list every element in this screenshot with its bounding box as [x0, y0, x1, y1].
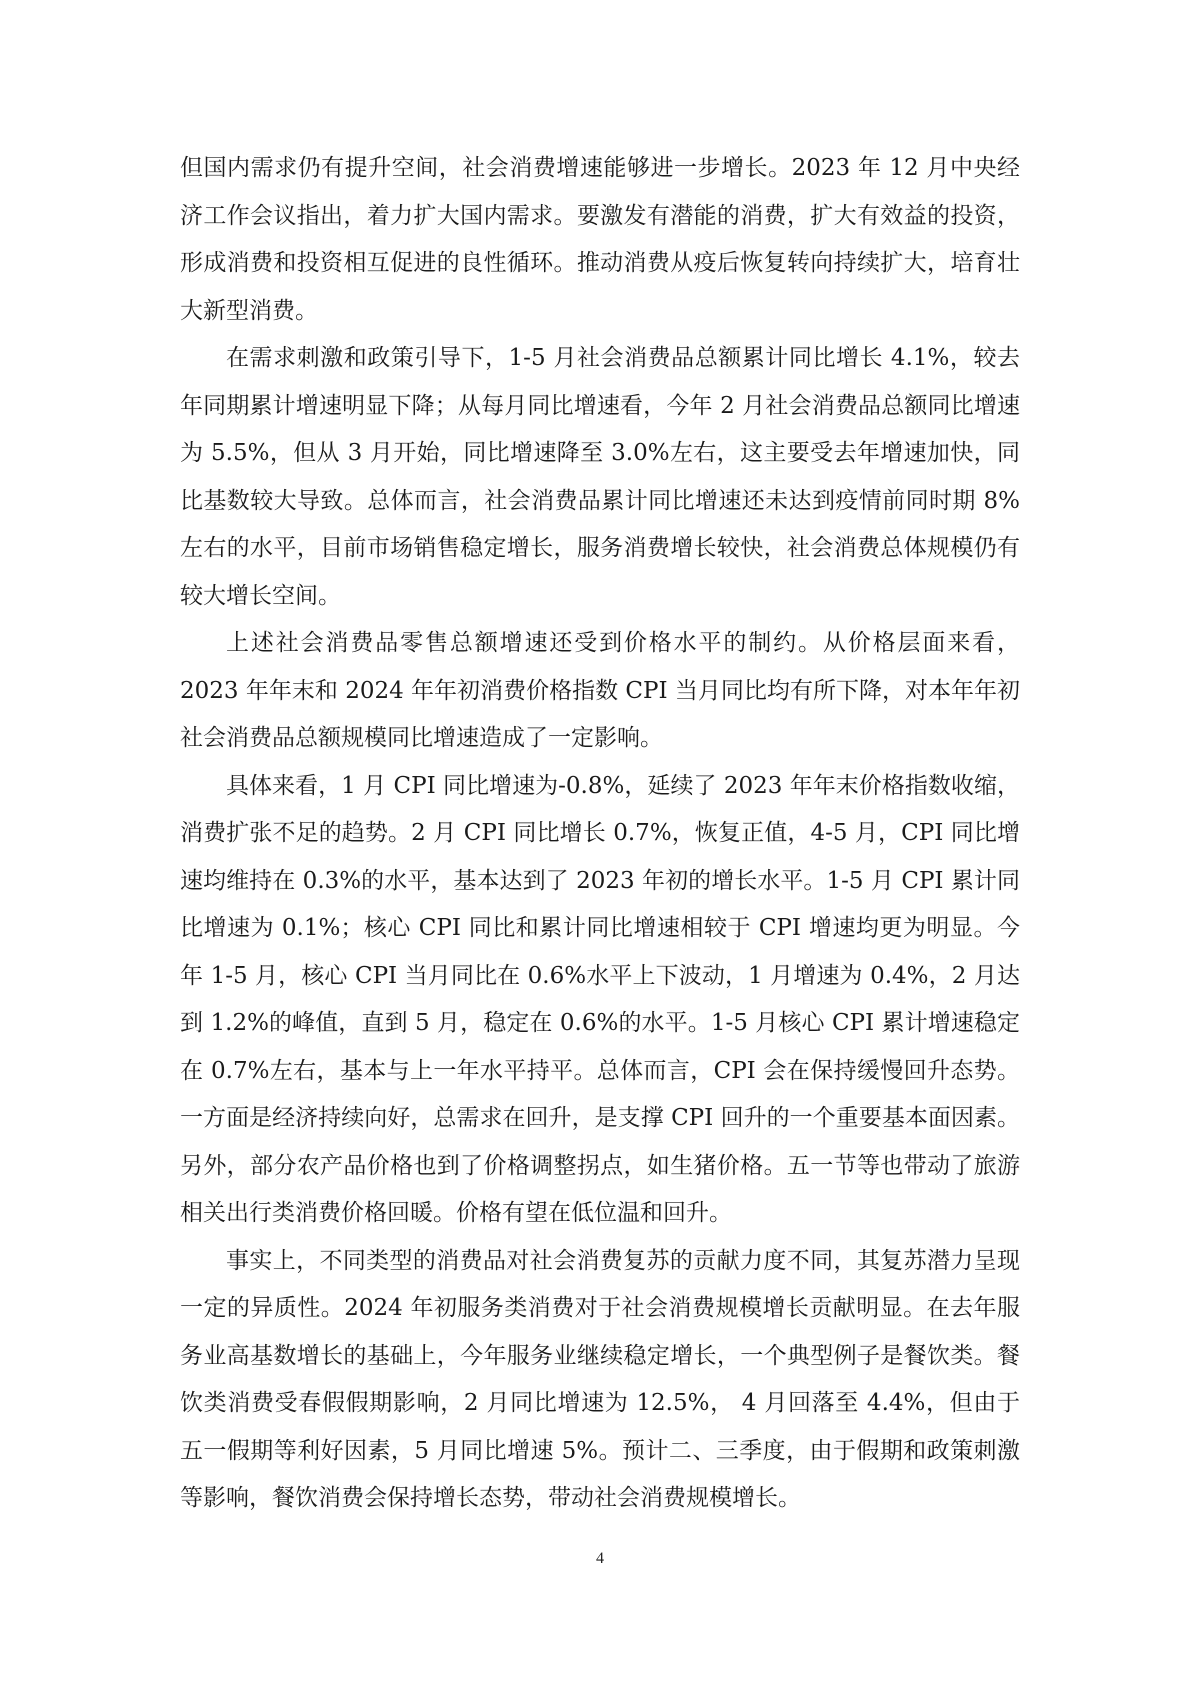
paragraph-2: 在需求刺激和政策引导下，1-5 月社会消费品总额累计同比增长 4.1%，较去年同期累计增速明显下降；从每月同比增速看，今年 2 月社会消费品总额同比增速为 5.5%，但从 3 月开始，同比增速降至 3.0%左右，这主要受去年增速加快，同比基数较大导致。总体而言，社会消费品累计同比增速还未达到疫情前同时期 8%左右的水平，目前市场销售稳定增长，服务消费增长较快，社会消费总体规模仍有较大增长空间。: [180, 345, 1020, 609]
paragraph-1: 但国内需求仍有提升空间，社会消费增速能够进一步增长。2023 年 12 月中央经济工作会议指出，着力扩大国内需求。要激发有潜能的消费，扩大有效益的投资，形成消费和投资相互促进的良性循环。推动消费从疫后恢复转向持续扩大，培育壮大新型消费。: [180, 155, 1020, 324]
paragraph-3: 上述社会消费品零售总额增速还受到价格水平的制约。从价格层面来看，2023 年年末和 2024 年年初消费价格指数 CPI 当月同比均有所下降，对本年年初社会消费品总额规模同比增速造成了一定影响。: [180, 630, 1020, 751]
page-number: 4: [596, 1550, 604, 1567]
document-body: [180, 145, 1020, 1523]
paragraph-4: 具体来看，1 月 CPI 同比增速为-0.8%，延续了 2023 年年末价格指数收缩，消费扩张不足的趋势。2 月 CPI 同比增长 0.7%，恢复正值，4-5 月，CPI 同比增速均维持在 0.3%的水平，基本达到了 2023 年初的增长水平。1-5 月 CPI 累计同比增速为 0.1%；核心 CPI 同比和累计同比增速相较于 CPI 增速均更为明显。今年 1-5 月，核心 CPI 当月同比在 0.6%水平上下波动，1 月增速为 0.4%，2 月达到 1.2%的峰值，直到 5 月，稳定在 0.6%的水平。1-5 月核心 CPI 累计增速稳定在 0.7%左右，基本与上一年水平持平。总体而言，CPI 会在保持缓慢回升态势。一方面是经济持续向好，总需求在回升，是支撑 CPI 回升的一个重要基本面因素。另外，部分农产品价格也到了价格调整拐点，如生猪价格。五一节等也带动了旅游相关出行类消费价格回暖。价格有望在低位温和回升。: [180, 772, 1020, 1226]
paragraph-5: 事实上，不同类型的消费品对社会消费复苏的贡献力度不同，其复苏潜力呈现一定的异质性。2024 年初服务类消费对于社会消费规模增长贡献明显。在去年服务业高基数增长的基础上，今年服务业继续稳定增长，一个典型例子是餐饮类。餐饮类消费受春假假期影响，2 月同比增速为 12.5%， 4 月回落至 4.4%，但由于五一假期等利好因素，5 月同比增速 5%。预计二、三季度，由于假期和政策刺激等影响，餐饮消费会保持增长态势，带动社会消费规模增长。: [180, 1247, 1020, 1511]
